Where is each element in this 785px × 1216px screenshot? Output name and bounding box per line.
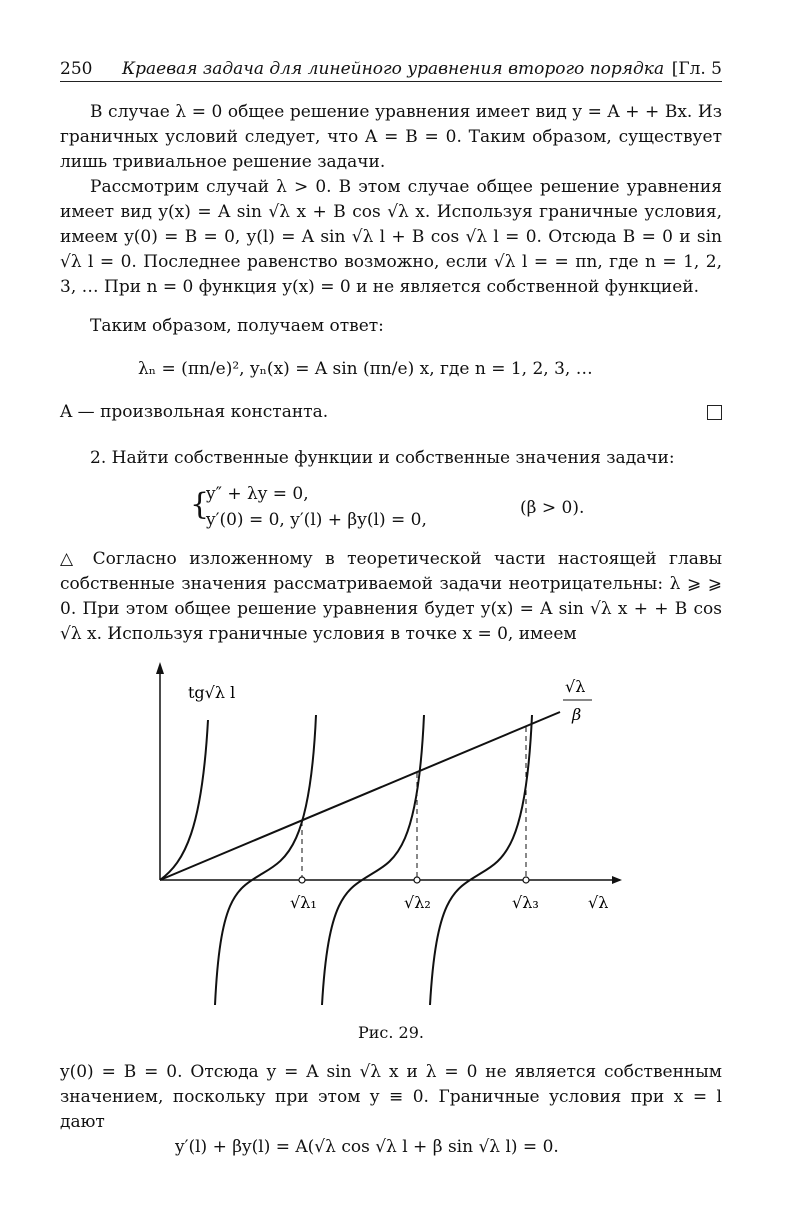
label-x-axis: √λ <box>588 893 609 912</box>
system-line-2: y′(0) = 0, y′(l) + βy(l) = 0, <box>206 510 427 530</box>
figure-29 <box>60 650 722 1020</box>
root-2-marker <box>414 877 420 883</box>
paragraph-case-positive: Рассмотрим случай λ > 0. В этом случае общее решение уравнения имеет вид y(x) = A sin √λ x + B cos √λ x. Используя граничные условия, имеем y(0) = B = 0, y(l) = A sin √λ l + B cos √λ l = 0. Отсюда B = 0 и sin √λ l = 0. Последнее равенство возможно, если √λ l = = πn, где n = 1, 2, 3, … При n = 0 функция y(x) = 0 и не является собственной функцией. <box>60 177 722 297</box>
root-3-marker <box>523 877 529 883</box>
label-root-1: √λ₁ <box>290 893 317 912</box>
paragraph-boundary-zero: y(0) = B = 0. Отсюда y = A sin √λ x и λ = 0 не является собственным значением, поскольку при этом y ≡ 0. Граничные условия при x = l дают <box>60 1062 722 1132</box>
y-axis-arrow-icon <box>156 662 164 674</box>
figure-caption: Рис. 29. <box>357 1023 424 1042</box>
running-title: Краевая задача для линейного уравнения второго порядка <box>122 59 665 79</box>
paragraph-constant: A — произвольная константа. <box>60 402 329 422</box>
answer-equation: λₙ = (πn/e)², yₙ(x) = A sin (πn/e) x, где n = 1, 2, 3, … <box>138 359 593 379</box>
root-1-marker <box>299 877 305 883</box>
chapter-label: [Гл. 5 <box>671 59 722 79</box>
paragraph-case-zero: В случае λ = 0 общее решение уравнения имеет вид y = A + + Bx. Из граничных условий следует, что A = B = 0. Таким образом, существует лишь тривиальное решение задачи. <box>60 102 722 172</box>
page-number: 250 <box>60 59 93 79</box>
system-line-1: y″ + λy = 0, <box>206 484 309 504</box>
label-tg: tg√λ l <box>188 683 236 702</box>
label-line-denominator: β <box>572 705 582 724</box>
label-root-3: √λ₃ <box>512 893 539 912</box>
problem-statement: 2. Найти собственные функции и собственные значения задачи: <box>90 448 675 468</box>
qed-square-icon <box>707 405 722 420</box>
system-brace-icon: { <box>190 487 210 522</box>
label-root-2: √λ₂ <box>404 893 431 912</box>
paragraph-answer-intro: Таким образом, получаем ответ: <box>90 316 384 336</box>
system-condition: (β > 0). <box>520 498 585 518</box>
x-axis-arrow-icon <box>612 876 622 884</box>
tan-branch-0 <box>160 720 208 880</box>
running-header <box>60 57 722 82</box>
label-line-numerator: √λ <box>565 677 586 696</box>
final-equation: y′(l) + βy(l) = A(√λ cos √λ l + β sin √λ l) = 0. <box>175 1137 559 1157</box>
tan-branch-3 <box>430 715 532 1005</box>
paragraph-solution-start: △ Согласно изложенному в теоретической части настоящей главы собственные значения рассматриваемой задачи неотрицательны: λ ⩾ ⩾ 0. При этом общее решение уравнения будет y(x) = A sin √λ x + + B cos √λ x. Используя граничные условия в точке x = 0, имеем <box>60 549 722 644</box>
tan-branch-1 <box>215 715 316 1005</box>
line-sqrt-lambda-over-beta <box>160 712 560 880</box>
tan-branch-2 <box>322 715 424 1005</box>
